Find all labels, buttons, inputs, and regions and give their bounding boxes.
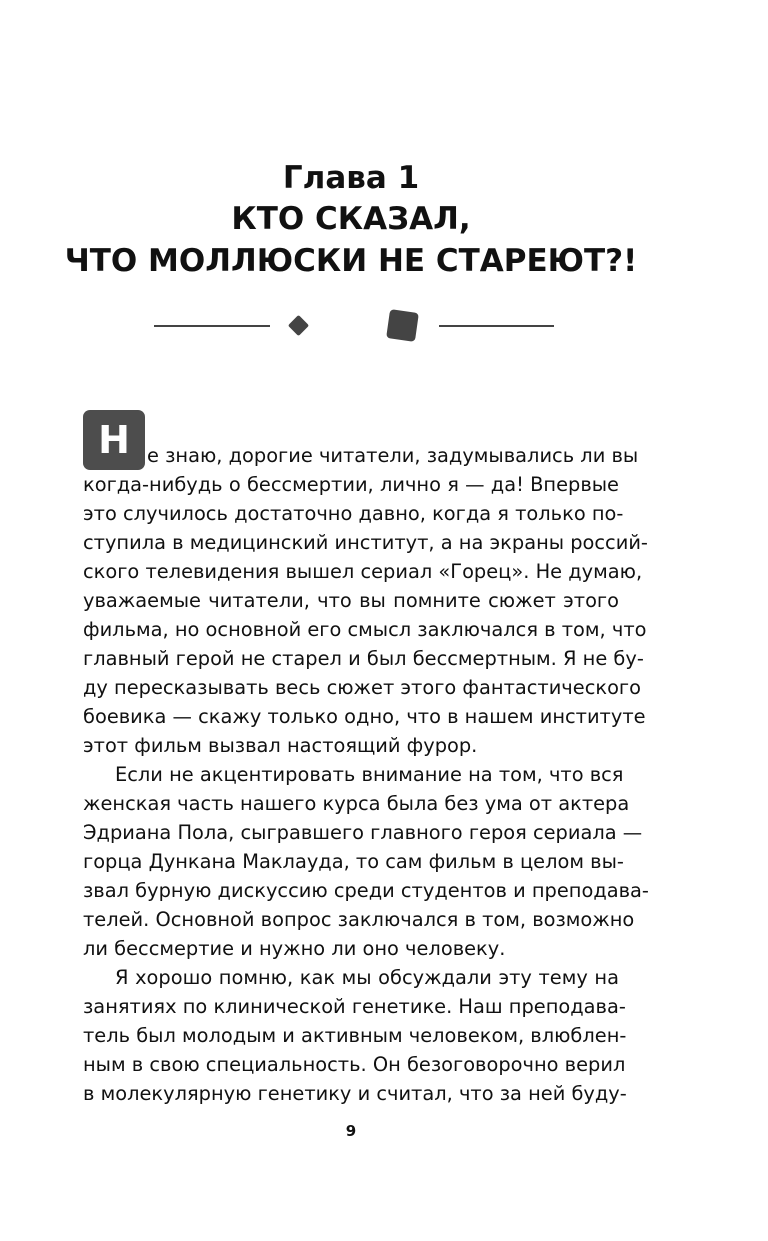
text-line: е знаю, дорогие читатели, задумывались ли вы [147, 444, 639, 467]
text-line: главный герой не старел и был бессмертным. Я не бу- [83, 647, 644, 670]
text-line: тель был молодым и активным человеком, влюблен- [83, 1024, 627, 1047]
text-line: ступила в медицинский институт, а на экраны россий- [83, 531, 648, 554]
ornament-diamond-icon [288, 315, 309, 336]
text-line: ли бессмертие и нужно ли оно человеку. [83, 937, 506, 960]
chapter-number: Глава 1 [282, 160, 420, 196]
text-line: Я хорошо помню, как мы обсуждали эту тему на [115, 966, 619, 989]
drop-cap: Н [83, 410, 145, 470]
chapter-title-line: КТО СКАЗАЛ, [231, 201, 471, 237]
text-line: Эдриана Пола, сыгравшего главного героя сериала — [83, 821, 643, 844]
text-line: телей. Основной вопрос заключался в том, возможно [83, 908, 635, 931]
text-line: этот фильм вызвал настоящий фурор. [83, 734, 478, 757]
ornament-left-line [154, 325, 270, 327]
chapter-ornament [0, 306, 768, 346]
text-line: боевика — скажу только одно, что в нашем институте [83, 705, 646, 728]
text-line: женская часть нашего курса была без ума от актера [83, 792, 630, 815]
page-number: 9 [345, 1122, 357, 1140]
text-line: горца Дункана Маклауда, то сам фильм в целом вы- [83, 850, 624, 873]
text-line: фильма, но основной его смысл заключался в том, что [83, 618, 647, 641]
ornament-square-icon [386, 309, 419, 342]
ornament-right-line [439, 325, 554, 327]
body-text [83, 441, 649, 1108]
text-line: ду пересказывать весь сюжет этого фантастического [83, 676, 641, 699]
text-line: Если не акцентировать внимание на том, что вся [115, 763, 624, 786]
chapter-title-line: ЧТО МОЛЛЮСКИ НЕ СТАРЕЮТ?! [64, 243, 638, 279]
text-line: когда-нибудь о бессмертии, лично я — да! Впервые [83, 473, 619, 496]
text-line: в молекулярную генетику и считал, что за ней буду- [83, 1082, 627, 1105]
text-line: ского телевидения вышел сериал «Горец». Не думаю, [83, 560, 643, 583]
chapter-title [0, 198, 702, 282]
text-line: ным в свою специальность. Он безоговорочно верил [83, 1053, 626, 1076]
text-line: это случилось достаточно давно, когда я только по- [83, 502, 624, 525]
text-line: звал бурную дискуссию среди студентов и преподава- [83, 879, 649, 902]
text-line: занятиях по клинической генетике. Наш преподава- [83, 995, 626, 1018]
text-line: уважаемые читатели, что вы помните сюжет этого [83, 589, 619, 612]
